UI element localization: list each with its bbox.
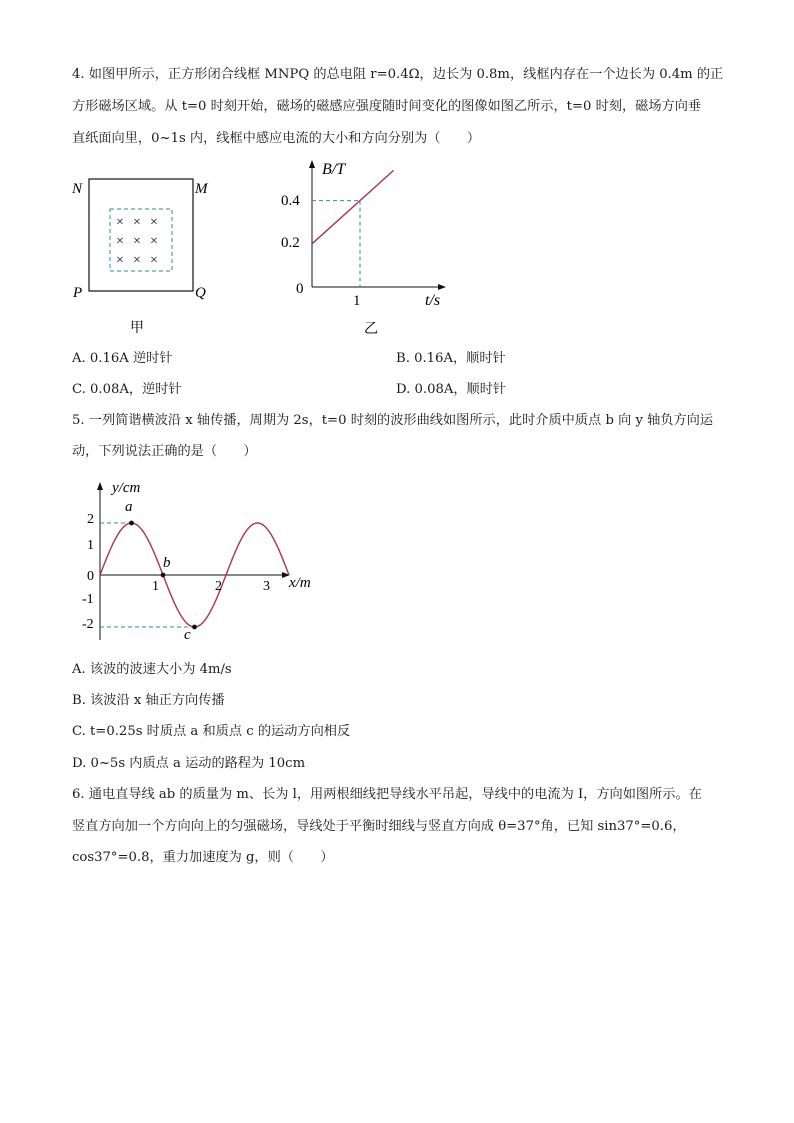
y-tick-label: 1 — [87, 538, 94, 553]
q5-option-a[interactable]: A. 该波的波速大小为 4m/s — [72, 662, 232, 677]
q4-option-a[interactable]: A. 0.16A 逆时针 — [72, 351, 173, 366]
corner-label-N: N — [72, 181, 83, 197]
y-axis-arrow — [309, 160, 315, 168]
b-t-line — [312, 170, 394, 243]
q5-option-c[interactable]: C. t=0.25s 时质点 a 和质点 c 的运动方向相反 — [72, 724, 351, 739]
point-label-c: c — [184, 627, 191, 643]
q4-option-b[interactable]: B. 0.16A，顺时针 — [396, 351, 506, 366]
y-axis-label: B/T — [322, 161, 346, 178]
x-tick-label: 1 — [353, 293, 361, 309]
figure-wave-graph — [80, 475, 330, 645]
field-crosses — [116, 215, 158, 268]
cross-mark: × — [116, 215, 124, 230]
x-axis-arrow — [438, 284, 446, 290]
x-tick-label: 1 — [152, 579, 159, 594]
figure-jia — [68, 170, 218, 340]
figure-yi-caption: 乙 — [364, 322, 378, 337]
x-tick-label: 3 — [263, 579, 270, 594]
q4-line-1: 4. 如图甲所示，正方形闭合线框 MNPQ 的总电阻 r=0.4Ω，边长为 0.8m，线框内存在一个边长为 0.4m 的正 — [72, 67, 724, 82]
corner-label-M: M — [195, 181, 208, 197]
y-axis-label: y/cm — [112, 480, 141, 496]
q6-line-1: 6. 通电直导线 ab 的质量为 m、长为 l，用两根细线把导线水平吊起，导线中的电流为 I，方向如图所示。在 — [72, 787, 702, 802]
q6-line-3: cos37°=0.8，重力加速度为 g，则（ ） — [72, 850, 334, 865]
corner-label-P: P — [73, 285, 83, 301]
point-c-dot — [192, 625, 197, 630]
corner-label-Q: Q — [195, 285, 206, 301]
q4-line-3: 直纸面向里，0~1s 内，线框中感应电流的大小和方向分别为（ ） — [72, 131, 481, 146]
y-tick-label: 0 — [87, 569, 94, 584]
cross-mark: × — [133, 253, 141, 268]
y-tick-label: 0.4 — [281, 193, 300, 209]
point-b-dot — [161, 573, 166, 578]
y-tick-label: 0.2 — [281, 235, 300, 251]
q4-option-c[interactable]: C. 0.08A，逆时针 — [72, 382, 182, 397]
cross-mark: × — [133, 215, 141, 230]
cross-mark: × — [116, 234, 124, 249]
y-tick-label: -2 — [82, 617, 94, 632]
point-label-a: a — [125, 499, 133, 515]
wire-frame-square — [89, 179, 193, 291]
q6-line-2: 竖直方向加一个方向向上的匀强磁场，导线处于平衡时细线与竖直方向成 θ=37°角，已知 sin37°=0.6， — [72, 819, 686, 834]
x-axis-label: t/s — [425, 292, 441, 309]
y-axis-arrow — [97, 482, 103, 490]
x-tick-label: 2 — [215, 579, 222, 594]
q5-line-2: 动，下列说法正确的是（ ） — [72, 444, 257, 459]
q4-option-d[interactable]: D. 0.08A，顺时针 — [396, 382, 507, 397]
figure-yi-b-t-graph — [270, 155, 460, 340]
cross-mark: × — [116, 253, 124, 268]
point-label-b: b — [163, 555, 171, 571]
x-axis-label: x/m — [289, 575, 311, 591]
q4-line-2: 方形磁场区域。从 t=0 时刻开始，磁场的磁感应强度随时间变化的图像如图乙所示，t=0 时刻，磁场方向垂 — [72, 99, 702, 114]
q5-option-b[interactable]: B. 该波沿 x 轴正方向传播 — [72, 693, 225, 708]
origin-label: 0 — [296, 281, 304, 297]
cross-mark: × — [150, 253, 158, 268]
q5-line-1: 5. 一列简谐横波沿 x 轴传播，周期为 2s，t=0 时刻的波形曲线如图所示，此时介质中质点 b 向 y 轴负方向运 — [72, 413, 714, 428]
y-tick-label: 2 — [87, 512, 94, 527]
figure-jia-caption: 甲 — [130, 321, 144, 336]
cross-mark: × — [133, 234, 141, 249]
point-a-dot — [129, 521, 134, 526]
y-tick-label: -1 — [82, 592, 94, 607]
q5-option-d[interactable]: D. 0~5s 内质点 a 运动的路程为 10cm — [72, 756, 306, 771]
cross-mark: × — [150, 215, 158, 230]
cross-mark: × — [150, 234, 158, 249]
